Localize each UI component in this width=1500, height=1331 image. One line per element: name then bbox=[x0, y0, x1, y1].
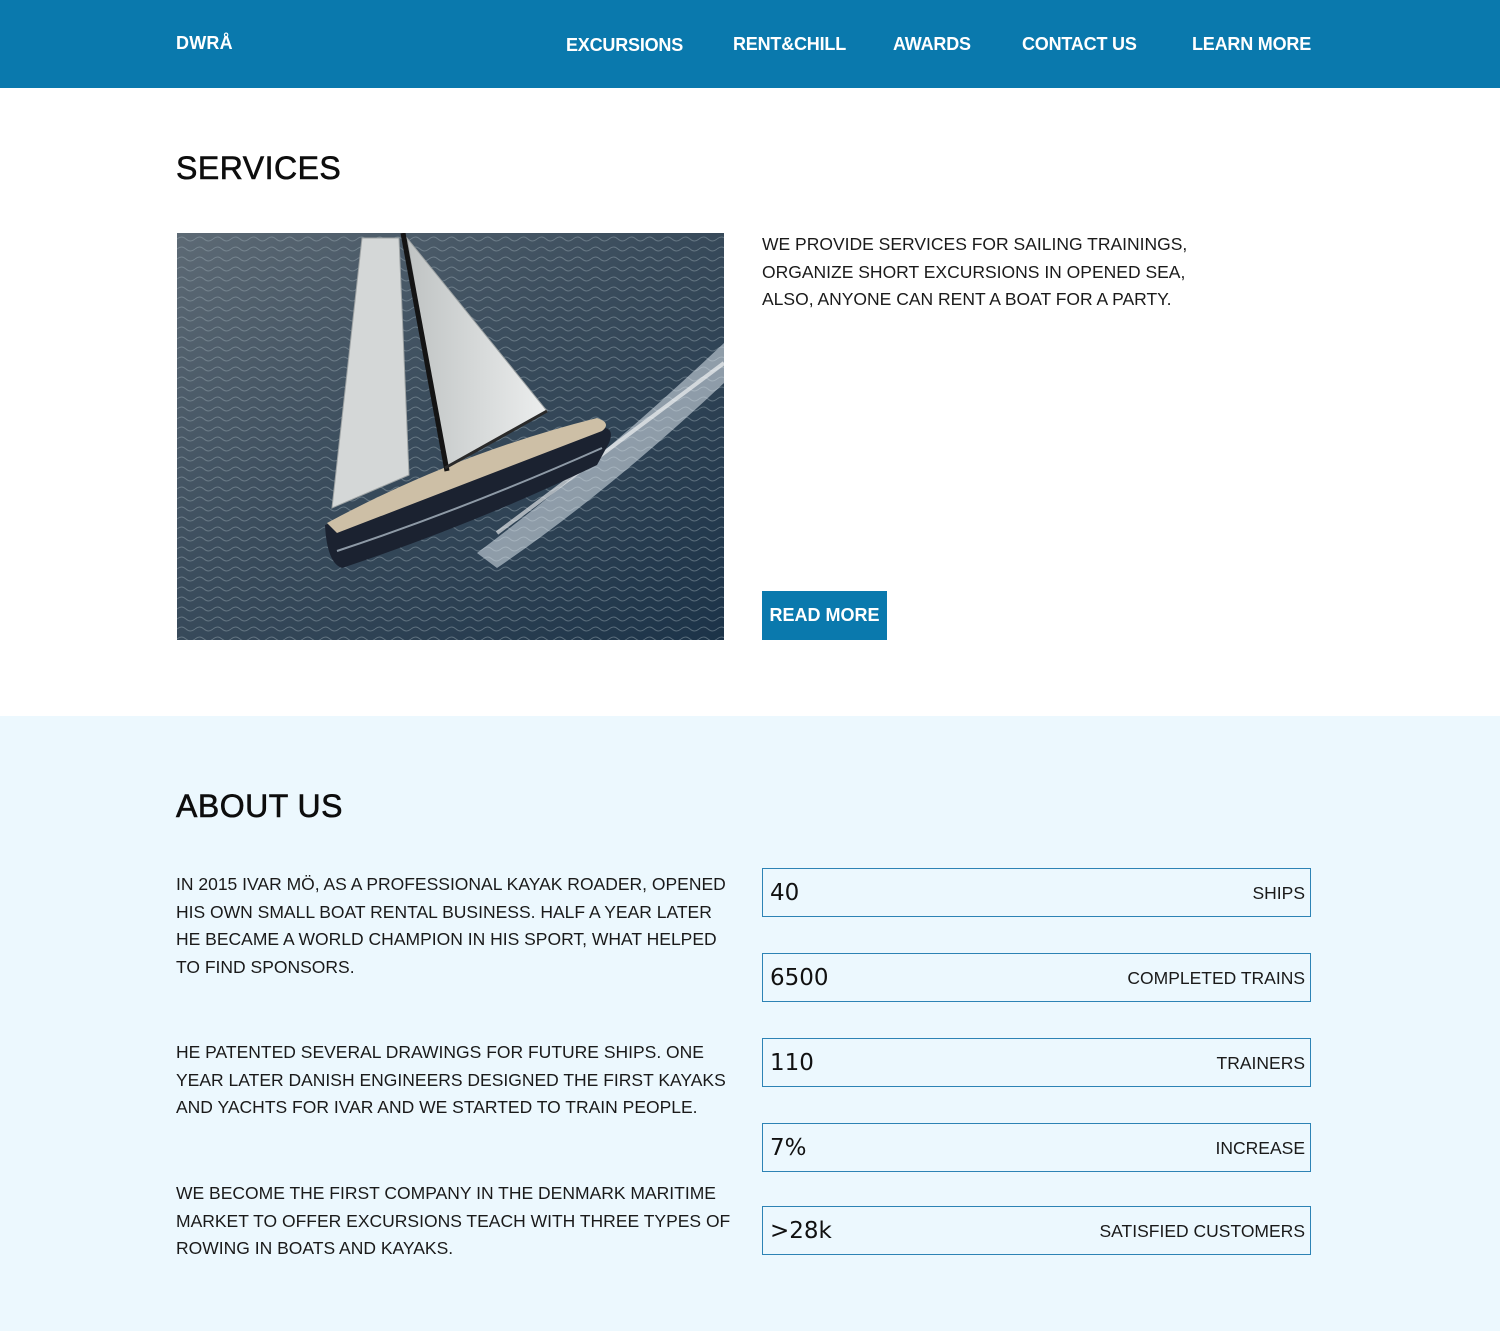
stat-label: SATISFIED CUSTOMERS bbox=[1099, 1221, 1305, 1241]
stat-value: 40 bbox=[770, 880, 800, 906]
stat-box-increase bbox=[762, 1123, 1311, 1172]
stat-box-ships bbox=[762, 868, 1311, 917]
stat-value: 6500 bbox=[770, 965, 829, 991]
stat-label: SHIPS bbox=[1252, 883, 1305, 903]
stat-label: INCREASE bbox=[1215, 1138, 1305, 1158]
site-logo[interactable]: DWRÅ bbox=[176, 33, 233, 53]
nav-link-learn-more[interactable]: LEARN MORE bbox=[1192, 34, 1311, 54]
read-more-button[interactable]: READ MORE bbox=[762, 591, 887, 640]
nav-link-rent-chill[interactable]: RENT&CHILL bbox=[733, 34, 846, 54]
stat-value: 110 bbox=[770, 1050, 814, 1076]
about-section bbox=[0, 716, 1500, 1331]
stat-box-completed-trains bbox=[762, 953, 1311, 1002]
about-title: ABOUT US bbox=[176, 788, 343, 824]
services-description: WE PROVIDE SERVICES FOR SAILING TRAININGS, ORGANIZE SHORT EXCURSIONS IN OPENED SEA, ALSO, ANYONE CAN RENT A BOAT FOR A PARTY. bbox=[762, 234, 1188, 309]
stat-label: TRAINERS bbox=[1216, 1053, 1305, 1073]
stat-box-trainers bbox=[762, 1038, 1311, 1087]
stat-label: COMPLETED TRAINS bbox=[1127, 968, 1305, 988]
about-paragraph: IN 2015 IVAR MÖ, AS A PROFESSIONAL KAYAK ROADER, OPENED HIS OWN SMALL BOAT RENTAL BUSINESS. HALF A YEAR LATER HE BECAME A WORLD CHAMPION IN HIS SPORT, WHAT HELPED TO FIND SPONSORS. bbox=[176, 874, 726, 977]
nav-link-awards[interactable]: AWARDS bbox=[893, 34, 971, 54]
nav-link-excursions[interactable]: EXCURSIONS bbox=[566, 35, 684, 55]
nav-link-contact-us[interactable]: CONTACT US bbox=[1022, 34, 1137, 54]
services-title: SERVICES bbox=[176, 150, 342, 186]
top-navbar bbox=[0, 0, 1500, 88]
services-section bbox=[0, 88, 1500, 716]
stat-value: 7% bbox=[770, 1135, 807, 1161]
stat-value: >28k bbox=[770, 1218, 832, 1244]
sailboat-photo bbox=[177, 233, 724, 640]
about-paragraph: HE PATENTED SEVERAL DRAWINGS FOR FUTURE SHIPS. ONE YEAR LATER DANISH ENGINEERS DESIGNED THE FIRST KAYAKS AND YACHTS FOR IVAR AND WE STARTED TO TRAIN PEOPLE. bbox=[176, 1042, 726, 1117]
stat-box-satisfied-customers bbox=[762, 1206, 1311, 1255]
about-paragraph: WE BECOME THE FIRST COMPANY IN THE DENMARK MARITIME MARKET TO OFFER EXCURSIONS TEACH WITH THREE TYPES OF ROWING IN BOATS AND KAYAKS. bbox=[176, 1183, 731, 1258]
